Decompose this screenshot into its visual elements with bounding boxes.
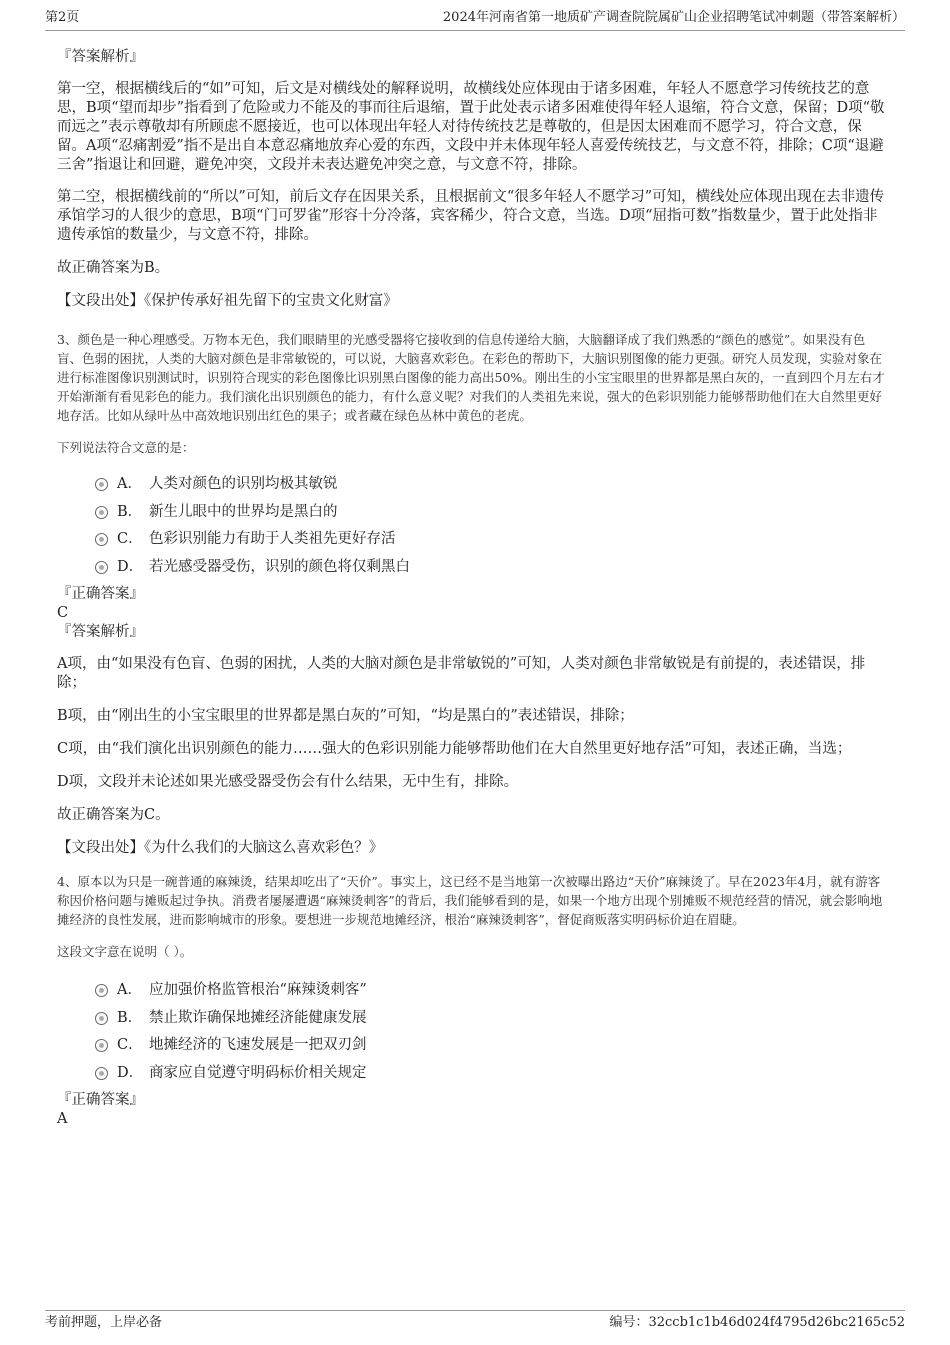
option-text: 色彩识别能力有助于人类祖先更好存活 — [149, 531, 396, 547]
option-a[interactable] — [57, 980, 889, 1008]
radio-icon[interactable] — [95, 561, 108, 574]
option-letter: D． — [117, 1064, 144, 1081]
option-letter: A． — [117, 476, 142, 492]
document-title: 2024年河南省第一地质矿产调查院院属矿山企业招聘笔试冲刺题（带答案解析） — [442, 10, 905, 25]
analysis-paragraph: B项，由“刚出生的小宝宝眼里的世界都是黑白灰的”可知，“均是黑白的”表述错误，排除； — [57, 708, 634, 724]
option-text: 人类对颜色的识别均极其敏锐 — [149, 476, 338, 492]
analysis-conclusion: 故正确答案为B。 — [57, 260, 170, 276]
page-footer — [45, 1310, 905, 1335]
option-letter: B． — [117, 503, 143, 520]
option-text: 地摊经济的飞速发展是一把双刃剑 — [149, 1037, 367, 1053]
option-a[interactable] — [57, 474, 889, 502]
analysis-paragraph: 第二空，根据横线前的“所以”可知，前后文存在因果关系，且根据前文“很多年轻人不愿学习”可知，横线处应体现出现在去非遗传承馆学习的人很少的意思，B项“门可罗雀”形容十分冷落，宾客稀少，符合文意，当选。D项“屈指可数”指数量少，置于此处指非遗传承馆的数量少，与文意不符，排除。 — [57, 189, 885, 243]
option-c[interactable] — [57, 529, 889, 557]
document-code: 编号：32ccb1c1b46d024f4795d26bc2165c52 — [609, 1315, 905, 1330]
correct-answer-label: 『正确答案』 — [57, 1092, 144, 1108]
option-text: 应加强价格监管根治“麻辣烫刺客” — [149, 982, 367, 998]
option-list — [57, 980, 889, 1090]
option-letter: A． — [117, 982, 142, 998]
question-prompt: 这段文字意在说明（ ）。 — [57, 944, 193, 959]
option-b[interactable] — [57, 1008, 889, 1036]
option-list — [57, 474, 889, 584]
option-text: 商家应自觉遵守明码标价相关规定 — [149, 1064, 367, 1081]
analysis-conclusion: 故正确答案为C。 — [57, 807, 170, 823]
option-d[interactable] — [57, 557, 889, 585]
correct-answer-label: 『正确答案』 — [57, 586, 144, 602]
option-letter: D． — [117, 558, 144, 575]
analysis-label: 『答案解析』 — [57, 624, 144, 640]
page-content — [57, 44, 889, 1129]
analysis-paragraph: C项，由“我们演化出识别颜色的能力……强大的色彩识别能力能够帮助他们在大自然里更好地存活”可知，表述正确，当选； — [57, 741, 852, 757]
footer-slogan: 考前押题，上岸必备 — [45, 1315, 163, 1330]
option-text: 禁止欺诈确保地摊经济能健康发展 — [149, 1009, 367, 1026]
analysis-paragraph: D项，文段并未论述如果光感受器受伤会有什么结果，无中生有，排除。 — [57, 774, 519, 790]
question-stem: 4、原本以为只是一碗普通的麻辣烫，结果却吃出了“天价”。事实上，这已经不是当地第一次被曝出路边“天价”麻辣烫了。早在2023年4月，就有游客称因价格问题与摊贩起过争执。消费者屡屡遭遇“麻辣烫刺客”的背后，我们能够看到的是，如果一个地方出现个别摊贩不规范经营的情况，就会影响地摊经济的良性发展，进而影响城市的形象。要想进一步规范地摊经济，根治“麻辣烫刺客”，督促商贩落实明码标价迫在眉睫。 — [57, 874, 883, 927]
analysis-paragraph: 第一空，根据横线后的“如”可知，后文是对横线处的解释说明，故横线处应体现由于诸多困难，年轻人不愿意学习传统技艺的意思，B项“望而却步”指看到了危险或力不能及的事而往后退缩，置于此处表示诸多困难使得年轻人退缩，符合文意，保留；D项“敬而远之”表示尊敬却有所顾虑不愿接近，也可以体现出年轻人对待传统技艺是尊敬的，但是因太困难而不愿学习，符合文意，保留。A项“忍痛割爱”指不是出自本意忍痛地放弃心爱的东西，文段中并未体现年轻人喜爱传统技艺，与文意不符，排除；C项“退避三舍”指退让和回避，避免冲突，文段并未表达避免冲突之意，与文意不符，排除。 — [57, 81, 885, 173]
option-c[interactable] — [57, 1035, 889, 1063]
question-stem: 3、颜色是一种心理感受。万物本无色，我们眼睛里的光感受器将它接收到的信息传递给大脑，大脑翻译成了我们熟悉的“颜色的感觉”。如果没有色盲、色弱的困扰，人类的大脑对颜色是非常敏锐的，可以说，大脑喜欢彩色。在彩色的帮助下，大脑识别图像的能力更强。研究人员发现，实验对象在进行标准图像识别测试时，识别符合现实的彩色图像比识别黑白图像的能力高出50%。刚出生的小宝宝眼里的世界都是黑白灰的，一直到四个月左右才开始渐渐有看见彩色的能力。我们演化出识别颜色的能力，有什么意义呢？对我们的人类祖先来说，强大的色彩识别能力能够帮助他们在大自然里更好地存活。比如从绿叶丛中高效地识别出红色的果子；或者藏在绿色丛林中黄色的老虎。 — [57, 332, 885, 423]
radio-icon[interactable] — [95, 1012, 108, 1025]
option-letter: C． — [117, 531, 143, 547]
radio-icon[interactable] — [95, 478, 108, 491]
page-header — [45, 8, 905, 31]
radio-icon[interactable] — [95, 984, 108, 997]
option-letter: C． — [117, 1037, 143, 1053]
correct-answer: C — [57, 605, 69, 621]
option-b[interactable] — [57, 502, 889, 530]
radio-icon[interactable] — [95, 506, 108, 519]
radio-icon[interactable] — [95, 1067, 108, 1080]
correct-answer: A — [57, 1111, 68, 1127]
question-prompt: 下列说法符合文意的是： — [57, 440, 195, 455]
option-text: 新生儿眼中的世界均是黑白的 — [149, 503, 338, 520]
analysis-label: 『答案解析』 — [57, 49, 144, 65]
source-citation: 【文段出处】《为什么我们的大脑这么喜欢彩色？》 — [57, 840, 384, 856]
option-letter: B． — [117, 1009, 143, 1026]
option-d[interactable] — [57, 1063, 889, 1091]
source-citation: 【文段出处】《保护传承好祖先留下的宝贵文化财富》 — [57, 293, 398, 309]
page-number: 第2页 — [45, 10, 80, 25]
radio-icon[interactable] — [95, 1039, 108, 1052]
option-text: 若光感受器受伤，识别的颜色将仅剩黑白 — [149, 558, 410, 575]
radio-icon[interactable] — [95, 533, 108, 546]
analysis-paragraph: A项，由“如果没有色盲、色弱的困扰，人类的大脑对颜色是非常敏锐的”可知，人类对颜色非常敏锐是有前提的，表述错误，排除； — [57, 656, 866, 691]
